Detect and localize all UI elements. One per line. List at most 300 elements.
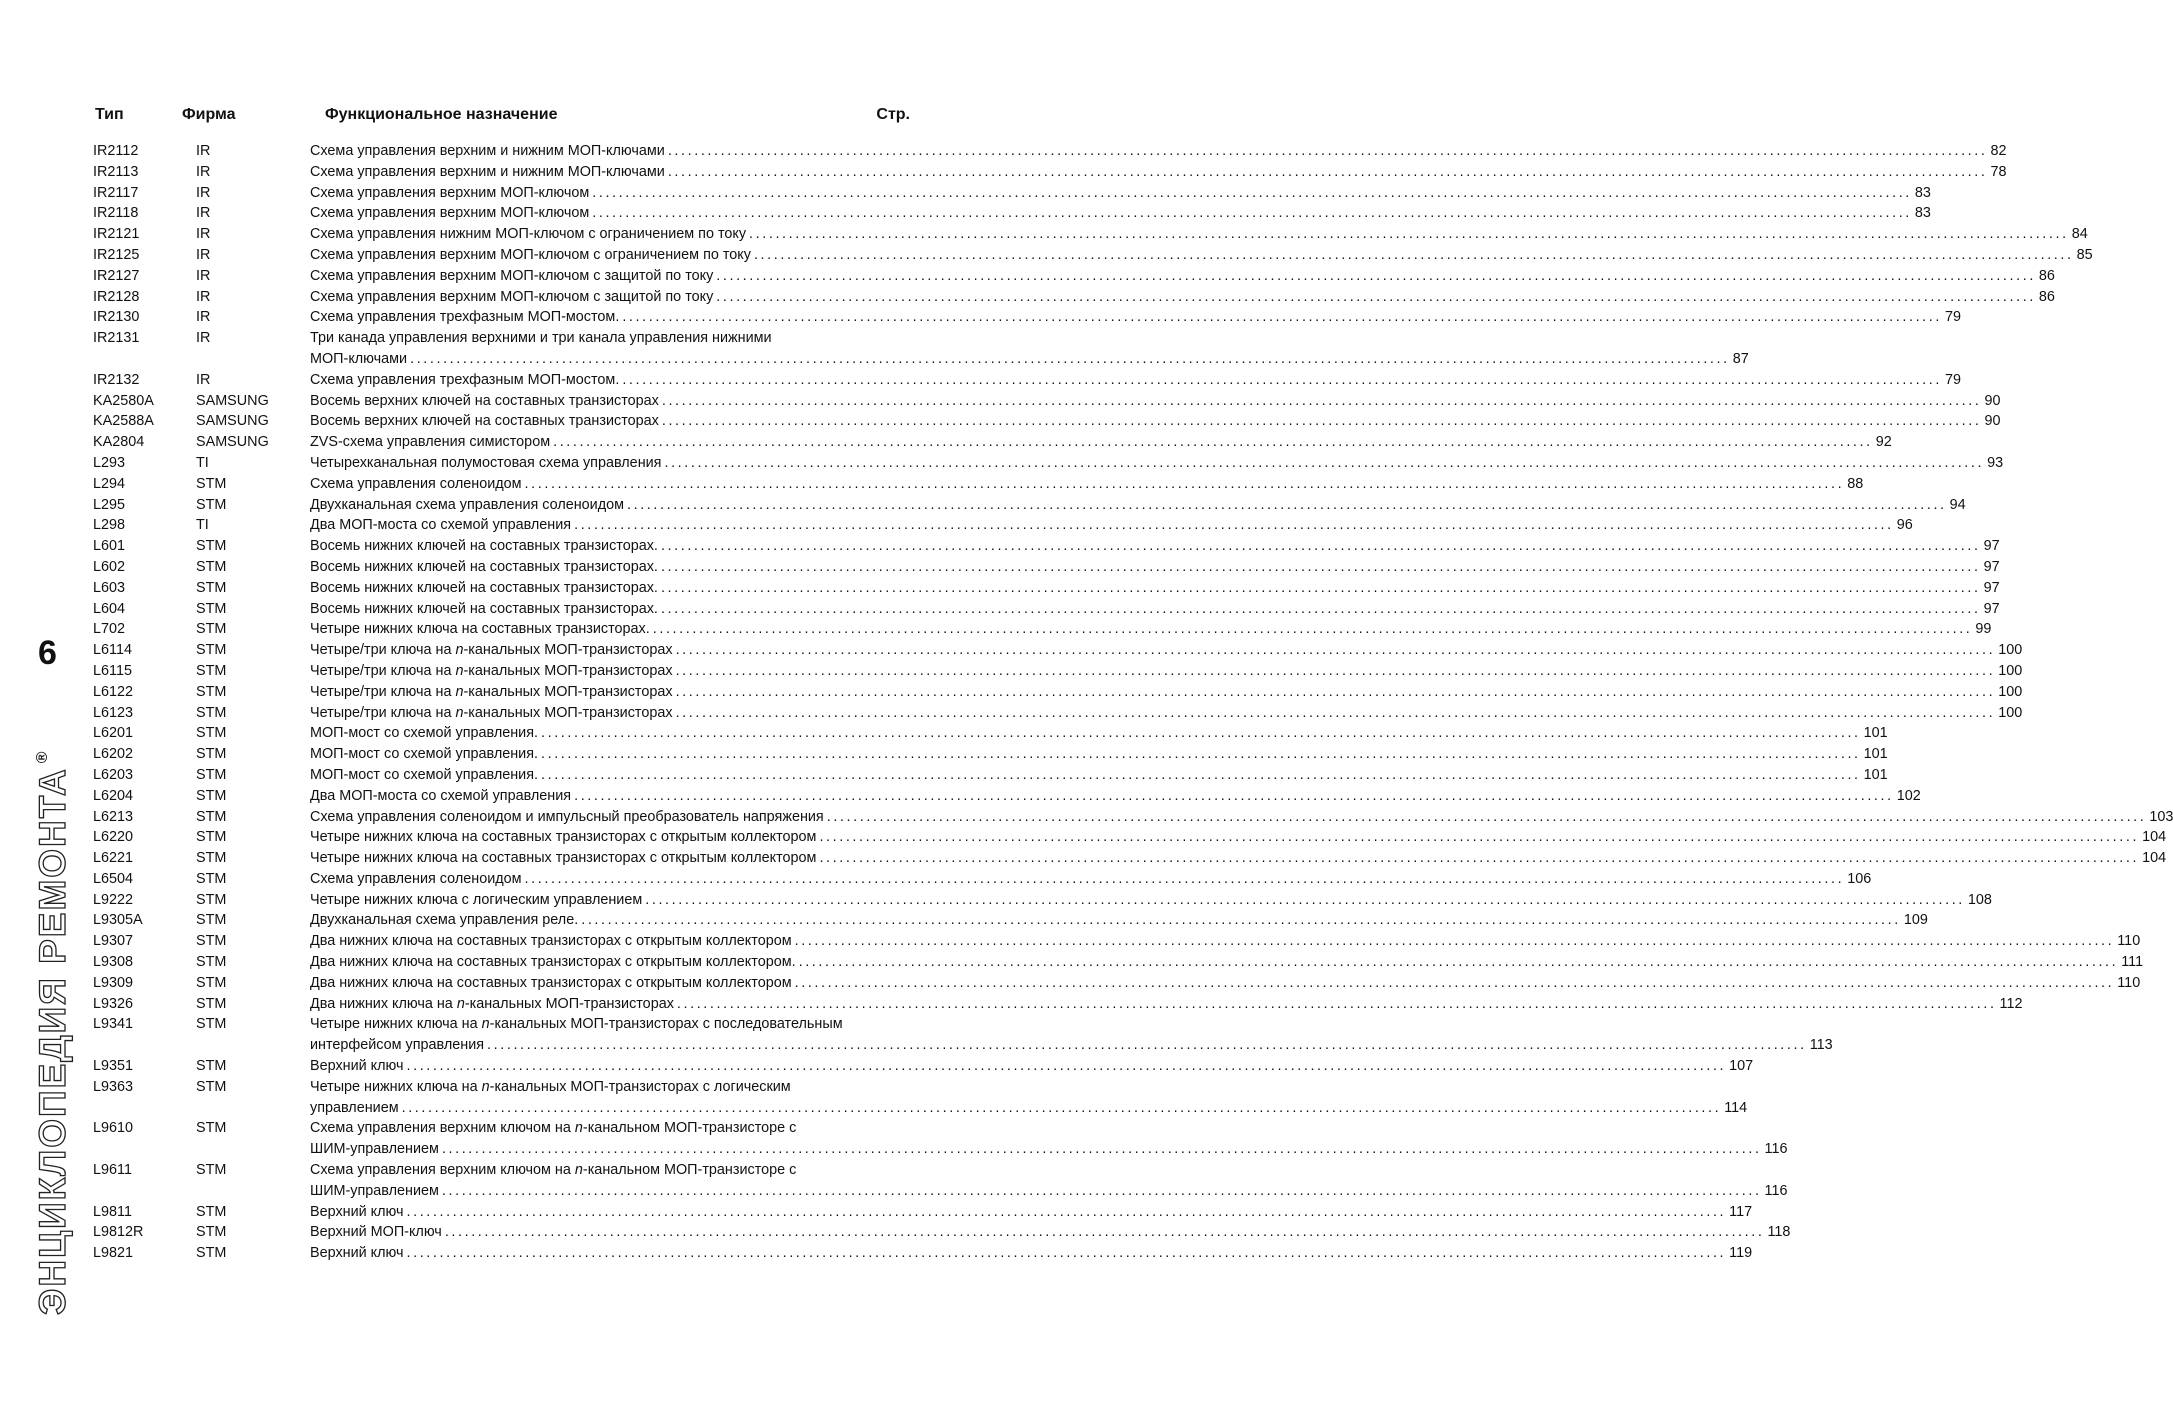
row-firm: STM <box>196 808 227 825</box>
row-firm: STM <box>196 933 227 950</box>
row-firm: STM <box>196 1120 227 1137</box>
row-type: IR2131 <box>93 330 140 347</box>
row-function-text: Восемь нижних ключей на составных транзисторах. <box>310 600 658 617</box>
row-function <box>310 723 1888 744</box>
row-type: IR2132 <box>93 371 140 388</box>
row-function-line <box>310 432 1892 453</box>
table-row <box>0 994 2023 1015</box>
row-function-first-line: Четыре нижних ключа на n-канальных МОП-транзисторах с последовательным <box>310 1016 843 1033</box>
row-page: 111 <box>2121 954 2144 971</box>
table-row <box>0 536 2000 557</box>
row-type: L295 <box>93 496 126 513</box>
row-function-text: МОП-мост со схемой управления. <box>310 766 539 783</box>
table-row <box>0 183 1931 204</box>
row-page: 97 <box>1983 600 2000 617</box>
row-type: L9351 <box>93 1058 134 1075</box>
row-firm: STM <box>196 829 227 846</box>
row-function-line <box>310 391 2001 412</box>
table-row <box>0 515 1913 536</box>
table-row <box>0 224 2088 245</box>
row-type: L6123 <box>93 704 134 721</box>
dot-leader: ........................................................................................................................................................................................................ <box>652 621 1973 638</box>
row-function-line <box>310 411 2001 432</box>
dot-leader: ........................................................................................................................................................................................................ <box>660 600 1981 617</box>
table-row <box>0 1056 1754 1077</box>
dot-leader: ........................................................................................................................................................................................................ <box>524 870 1845 887</box>
row-page: 114 <box>1724 1099 1748 1116</box>
row-function-text: ZVS-схема управления симистором <box>310 434 551 451</box>
table-row <box>0 391 2001 412</box>
row-function-text: Верхний ключ <box>310 1203 404 1220</box>
row-function-line <box>310 141 2007 162</box>
row-function-line <box>310 744 1888 765</box>
row-type: L602 <box>93 558 126 575</box>
row-function <box>310 536 2000 557</box>
row-page: 96 <box>1896 517 1913 534</box>
row-firm: STM <box>196 995 227 1012</box>
row-firm: STM <box>196 954 227 971</box>
row-function-text: Схема управления верхним МОП-ключом <box>310 184 590 201</box>
row-firm: STM <box>196 600 227 617</box>
row-function <box>310 931 2141 952</box>
row-page: 109 <box>1903 912 1928 929</box>
dot-leader: ........................................................................................................................................................................................................ <box>716 288 2036 305</box>
row-page: 110 <box>2117 933 2141 950</box>
row-function-text: Два нижних ключа на n-канальных МОП-транзисторах <box>310 995 674 1012</box>
row-function <box>310 827 2167 848</box>
row-page: 87 <box>1732 350 1749 367</box>
dot-leader: ........................................................................................................................................................................................................ <box>660 558 1981 575</box>
table-row <box>0 1077 1748 1119</box>
row-function <box>310 183 1931 204</box>
row-function <box>310 432 1892 453</box>
table-row <box>0 141 2007 162</box>
row-function-line <box>310 1222 1791 1243</box>
row-function-line <box>310 827 2167 848</box>
row-page: 99 <box>1975 621 1992 638</box>
dot-leader: ........................................................................................................................................................................................................ <box>592 184 1912 201</box>
row-firm: IR <box>196 246 211 263</box>
row-function-line <box>310 1098 1748 1119</box>
row-page: 94 <box>1949 496 1966 513</box>
row-page: 107 <box>1729 1058 1754 1075</box>
row-function-text: Два МОП-моста со схемой управления <box>310 787 572 804</box>
row-function-text: Два нижних ключа на составных транзисторах с открытым коллектором. <box>310 954 796 971</box>
row-function-text: Восемь нижних ключей на составных транзисторах. <box>310 558 658 575</box>
row-function-text: Схема управления соленоидом <box>310 870 522 887</box>
row-function <box>310 411 2001 432</box>
row-function-line <box>310 495 1966 516</box>
row-function-line <box>310 1056 1754 1077</box>
row-type: L298 <box>93 517 126 534</box>
dot-leader: ........................................................................................................................................................................................................ <box>794 974 2115 991</box>
dot-leader: ........................................................................................................................................................................................................ <box>406 1058 1727 1075</box>
table-row <box>0 307 1961 328</box>
row-function-text: Два МОП-моста со схемой управления <box>310 517 572 534</box>
row-type: L6202 <box>93 746 134 763</box>
table-row <box>0 682 2023 703</box>
row-function-line <box>310 557 2000 578</box>
row-type: L6213 <box>93 808 134 825</box>
row-function-text: Четыре нижних ключа на составных транзисторах с открытым коллектором <box>310 829 817 846</box>
row-firm: IR <box>196 309 211 326</box>
row-function <box>310 1056 1754 1077</box>
header-type: Тип <box>95 106 124 123</box>
row-firm: IR <box>196 330 211 347</box>
row-page: 103 <box>2149 808 2173 825</box>
row-type: L601 <box>93 538 126 555</box>
row-firm: TI <box>196 454 209 471</box>
row-type: L9811 <box>93 1203 132 1220</box>
row-function <box>310 495 1966 516</box>
row-page: 82 <box>1990 143 2007 159</box>
table-row <box>0 973 2141 994</box>
table-body <box>0 141 2173 1264</box>
row-type: L9363 <box>93 1078 134 1095</box>
row-page: 112 <box>1999 995 2023 1012</box>
row-function-text: Верхний ключ <box>310 1058 404 1075</box>
row-function-text: Двухканальная схема управления реле. <box>310 912 579 929</box>
row-page: 119 <box>1729 1245 1753 1262</box>
row-function-first-line: Схема управления верхним ключом на n-канальном МОП-транзисторе с <box>310 1162 797 1179</box>
row-function-line <box>310 536 2000 557</box>
row-firm: STM <box>196 746 227 763</box>
row-firm: STM <box>196 725 227 742</box>
row-function-line <box>310 453 2004 474</box>
table-row <box>0 432 1892 453</box>
row-page: 83 <box>1914 205 1931 222</box>
row-function <box>310 1077 1748 1119</box>
row-type: IR2117 <box>93 184 139 201</box>
page-number: 6 <box>38 634 57 672</box>
dot-leader: ........................................................................................................................................................................................................ <box>444 1224 1765 1241</box>
dot-leader: ........................................................................................................................................................................................................ <box>406 1245 1727 1262</box>
row-function <box>310 703 2023 724</box>
row-function <box>310 307 1961 328</box>
row-function-text: Схема управления верхним и нижним МОП-ключами <box>310 143 665 159</box>
table-row <box>0 723 1888 744</box>
row-function-text: Верхний ключ <box>310 1245 404 1262</box>
row-page: 104 <box>2142 829 2167 846</box>
row-function <box>310 453 2004 474</box>
row-firm: IR <box>196 226 211 243</box>
row-firm: IR <box>196 267 211 284</box>
row-page: 97 <box>1983 579 2000 596</box>
row-type: IR2125 <box>93 246 140 263</box>
row-page: 83 <box>1914 184 1931 201</box>
row-function <box>310 578 2000 599</box>
row-firm: STM <box>196 1016 227 1033</box>
row-function-text: Четыре нижних ключа с логическим управлением <box>310 891 643 908</box>
row-function-line <box>310 765 1888 786</box>
row-type: L9326 <box>93 995 134 1012</box>
row-type: L9309 <box>93 974 134 991</box>
row-function-line <box>310 619 1992 640</box>
row-firm: STM <box>196 1162 227 1179</box>
table-row <box>0 370 1961 391</box>
row-firm: STM <box>196 766 227 783</box>
row-type: L6204 <box>93 787 134 804</box>
dot-leader: ........................................................................................................................................................................................................ <box>645 891 1965 908</box>
table-header <box>0 106 1005 128</box>
row-function <box>310 391 2001 412</box>
row-firm: SAMSUNG <box>196 434 269 451</box>
row-function <box>310 1118 1788 1160</box>
row-firm: STM <box>196 1245 227 1262</box>
table-row <box>0 474 1864 495</box>
row-function-line <box>310 599 2000 620</box>
row-function-text: МОП-мост со схемой управления. <box>310 725 539 742</box>
row-function-line <box>310 349 1749 370</box>
row-firm: SAMSUNG <box>196 413 269 430</box>
row-type: L293 <box>93 454 126 471</box>
row-function-text: Схема управления соленоидом и импульсный преобразователь напряжения <box>310 808 824 825</box>
row-firm: STM <box>196 496 227 513</box>
row-function-line <box>310 370 1961 391</box>
row-page: 86 <box>2038 267 2055 284</box>
row-function-line <box>310 1139 1788 1160</box>
row-function-text: Схема управления верхним МОП-ключом с защитой по току <box>310 288 714 305</box>
table-row <box>0 931 2141 952</box>
row-page: 118 <box>1767 1224 1791 1241</box>
row-page: 113 <box>1809 1037 1833 1054</box>
table-row <box>0 328 1749 370</box>
row-function-text: Два нижних ключа на составных транзисторах с открытым коллектором <box>310 933 792 950</box>
row-function-line <box>310 807 2173 828</box>
row-firm: STM <box>196 1058 227 1075</box>
row-function <box>310 807 2173 828</box>
row-firm: STM <box>196 704 227 721</box>
row-firm: IR <box>196 143 211 159</box>
row-function <box>310 1014 1833 1056</box>
row-page: 93 <box>1987 454 2004 471</box>
row-firm: STM <box>196 974 227 991</box>
row-type: IR2118 <box>93 205 139 222</box>
dot-leader: ........................................................................................................................................................................................................ <box>819 829 2140 846</box>
row-page: 92 <box>1875 434 1892 451</box>
row-page: 79 <box>1944 371 1961 388</box>
row-firm: STM <box>196 891 227 908</box>
row-function-text: Схема управления нижним МОП-ключом с ограничением по току <box>310 226 747 243</box>
row-function-text: интерфейсом управления <box>310 1037 485 1054</box>
table-row <box>0 952 2144 973</box>
row-function <box>310 786 1921 807</box>
dot-leader: ........................................................................................................................................................................................................ <box>819 850 2140 867</box>
row-type: L6203 <box>93 766 134 783</box>
table-row <box>0 869 1872 890</box>
dot-leader: ........................................................................................................................................................................................................ <box>667 143 1988 159</box>
row-type: L9308 <box>93 954 134 971</box>
dot-leader: ........................................................................................................................................................................................................ <box>592 205 1912 222</box>
dot-leader: ........................................................................................................................................................................................................ <box>574 787 1894 804</box>
dot-leader: ........................................................................................................................................................................................................ <box>660 538 1981 555</box>
table-row <box>0 495 1966 516</box>
dot-leader: ........................................................................................................................................................................................................ <box>676 995 1997 1012</box>
row-type: IR2127 <box>93 267 140 284</box>
table-row <box>0 1222 1791 1243</box>
row-function <box>310 661 2023 682</box>
row-page: 116 <box>1764 1141 1788 1158</box>
row-type: KA2580A <box>93 392 154 409</box>
row-function <box>310 287 2055 308</box>
table-row <box>0 848 2167 869</box>
row-page: 100 <box>1998 662 2023 679</box>
table-row <box>0 619 1992 640</box>
row-function-text: МОП-мост со схемой управления. <box>310 746 539 763</box>
row-function-line <box>310 723 1888 744</box>
row-function <box>310 973 2141 994</box>
table-row <box>0 578 2000 599</box>
dot-leader: ........................................................................................................................................................................................................ <box>541 725 1861 742</box>
table-row <box>0 703 2023 724</box>
row-function-line <box>310 869 1872 890</box>
dot-leader: ........................................................................................................................................................................................................ <box>553 434 1873 451</box>
row-firm: IR <box>196 371 211 388</box>
table-row <box>0 1014 1833 1056</box>
row-function <box>310 869 1872 890</box>
row-function-line <box>310 266 2055 287</box>
row-type: L9611 <box>93 1162 132 1179</box>
row-firm: STM <box>196 621 227 638</box>
row-type: L6115 <box>93 662 132 679</box>
row-type: L6201 <box>93 725 134 742</box>
row-function-text: Четыре/три ключа на n-канальных МОП-транзисторах <box>310 704 673 721</box>
row-function-line <box>310 848 2167 869</box>
row-function-line <box>310 183 1931 204</box>
table-row <box>0 599 2000 620</box>
row-function-text: Четыре нижних ключа на составных транзисторах с открытым коллектором <box>310 850 817 867</box>
dot-leader: ........................................................................................................................................................................................................ <box>749 226 2069 243</box>
row-function-text: Схема управления трехфазным МОП-мостом. <box>310 309 620 326</box>
row-page: 86 <box>2038 288 2055 305</box>
row-page: 90 <box>1984 392 2001 409</box>
row-function-line <box>310 162 2007 183</box>
registered-mark: ® <box>34 749 51 764</box>
row-firm: STM <box>196 579 227 596</box>
row-page: 108 <box>1967 891 1992 908</box>
table-row <box>0 744 1888 765</box>
table-row <box>0 453 2004 474</box>
row-function-text: Четыре/три ключа на n-канальных МОП-транзисторах <box>310 683 673 700</box>
row-page: 104 <box>2142 850 2167 867</box>
row-page: 85 <box>2076 246 2093 263</box>
row-function <box>310 994 2023 1015</box>
row-function-text: Схема управления соленоидом <box>310 475 522 492</box>
table-row <box>0 1160 1788 1202</box>
row-function-line <box>310 952 2144 973</box>
table-row <box>0 287 2055 308</box>
row-page: 100 <box>1998 704 2023 721</box>
row-function-text: Схема управления верхним и нижним МОП-ключами <box>310 163 665 180</box>
row-function-line <box>310 307 1961 328</box>
table-row <box>0 640 2023 661</box>
row-type: L9307 <box>93 933 134 950</box>
dot-leader: ........................................................................................................................................................................................................ <box>675 704 1996 721</box>
row-firm: STM <box>196 1078 227 1095</box>
dot-leader: ........................................................................................................................................................................................................ <box>406 1203 1727 1220</box>
row-function-line <box>310 973 2141 994</box>
row-firm: STM <box>196 642 227 659</box>
row-firm: STM <box>196 1203 227 1220</box>
row-page: 97 <box>1983 558 2000 575</box>
row-type: L603 <box>93 579 126 596</box>
row-function-line <box>310 474 1864 495</box>
row-page: 101 <box>1863 766 1888 783</box>
row-page: 117 <box>1729 1203 1753 1220</box>
row-function-text: Восемь верхних ключей на составных транзисторах <box>310 413 659 430</box>
row-function-line <box>310 703 2023 724</box>
row-function <box>310 619 1992 640</box>
header-firm: Фирма <box>182 106 236 123</box>
row-function-text: МОП-ключами <box>310 350 408 367</box>
row-type: L6504 <box>93 870 134 887</box>
row-function <box>310 1222 1791 1243</box>
row-page: 97 <box>1983 538 2000 555</box>
dot-leader: ........................................................................................................................................................................................................ <box>660 579 1981 596</box>
row-type: L294 <box>93 475 126 492</box>
row-type: L9821 <box>93 1245 134 1262</box>
row-function-line <box>310 931 2141 952</box>
table-row <box>0 557 2000 578</box>
row-firm: STM <box>196 662 227 679</box>
row-function-text: Схема управления трехфазным МОП-мостом. <box>310 371 620 388</box>
dot-leader: ........................................................................................................................................................................................................ <box>622 371 1942 388</box>
dot-leader: ........................................................................................................................................................................................................ <box>675 662 1996 679</box>
row-type: L9222 <box>93 891 134 908</box>
row-type: L6220 <box>93 829 134 846</box>
table-row <box>0 203 1931 224</box>
row-function-text: Восемь нижних ключей на составных транзисторах. <box>310 538 658 555</box>
dot-leader: ........................................................................................................................................................................................................ <box>401 1099 1722 1116</box>
row-function-text: Схема управления верхним МОП-ключом <box>310 205 590 222</box>
row-function <box>310 640 2023 661</box>
row-firm: STM <box>196 787 227 804</box>
row-firm: IR <box>196 205 211 222</box>
row-page: 102 <box>1896 787 1921 804</box>
row-function-line <box>310 578 2000 599</box>
dot-leader: ........................................................................................................................................................................................................ <box>487 1037 1807 1054</box>
dot-leader: ........................................................................................................................................................................................................ <box>622 309 1942 326</box>
side-title-text: ЭНЦИКЛОПЕДИЯ РЕМОНТА <box>32 767 73 1315</box>
row-function <box>310 910 1928 931</box>
row-type: L9305A <box>93 912 143 929</box>
row-function-first-line: Четыре нижних ключа на n-канальных МОП-транзисторах с логическим <box>310 1078 791 1095</box>
row-page: 79 <box>1944 309 1961 326</box>
table-row <box>0 245 2093 266</box>
row-type: L6122 <box>93 683 134 700</box>
table-row <box>0 910 1928 931</box>
dot-leader: ........................................................................................................................................................................................................ <box>661 392 1982 409</box>
dot-leader: ........................................................................................................................................................................................................ <box>716 267 2036 284</box>
row-function <box>310 245 2093 266</box>
row-firm: STM <box>196 558 227 575</box>
table-row <box>0 661 2023 682</box>
row-function-line <box>310 786 1921 807</box>
dot-leader: ........................................................................................................................................................................................................ <box>441 1182 1762 1199</box>
row-function-line <box>310 515 1913 536</box>
dot-leader: ........................................................................................................................................................................................................ <box>664 454 1985 471</box>
row-function <box>310 515 1913 536</box>
row-function <box>310 1202 1753 1223</box>
dot-leader: ........................................................................................................................................................................................................ <box>794 933 2115 950</box>
row-firm: IR <box>196 288 211 305</box>
row-page: 116 <box>1764 1182 1788 1199</box>
table-row <box>0 162 2007 183</box>
row-function <box>310 890 1992 911</box>
row-page: 88 <box>1847 475 1864 492</box>
row-type: KA2804 <box>93 434 145 451</box>
header-function: Функциональное назначение <box>325 106 558 123</box>
